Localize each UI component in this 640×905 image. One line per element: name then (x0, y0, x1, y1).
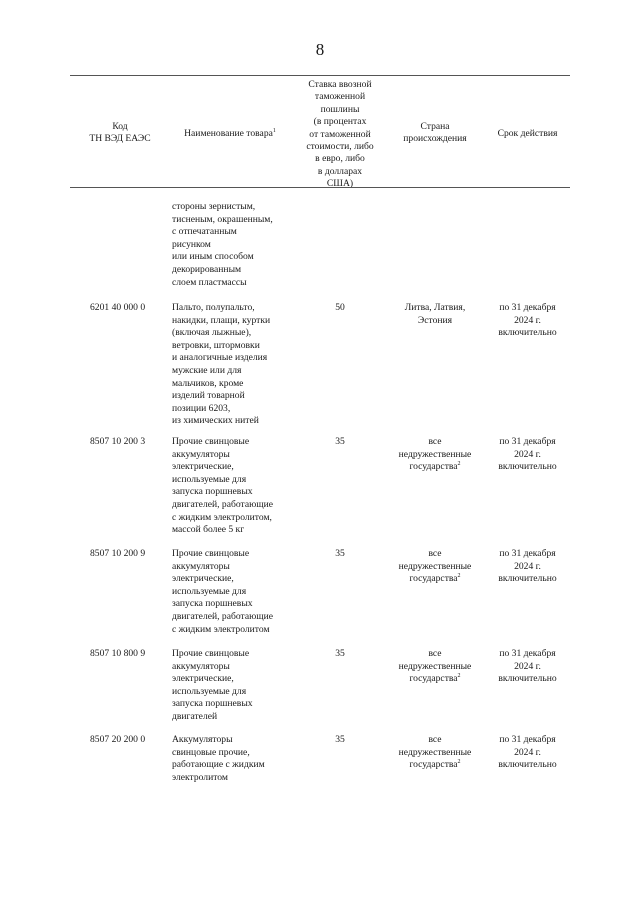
cell-term-line: по 31 декабря (499, 548, 556, 559)
cell-name-line: с жидким электролитом, (172, 511, 272, 523)
cell-name-line: и аналогичные изделия (172, 352, 268, 364)
page-number: 8 (315, 40, 325, 59)
cell-code: 8507 20 200 0 (90, 734, 146, 745)
cell-name (172, 302, 297, 428)
cell-name-line: электролитом (172, 771, 228, 783)
footnote-marker: 2 (457, 759, 461, 766)
cell-name (172, 201, 297, 289)
cell-rate: 35 (335, 648, 345, 659)
cell-name-line: или иным способом (172, 251, 254, 263)
footnote-marker: 2 (457, 573, 461, 580)
cell-name-line: с отпечатанным (172, 226, 237, 238)
cell-code: 8507 10 800 9 (90, 648, 146, 659)
cell-name-line: ветровки, штормовки (172, 339, 260, 351)
cell-country-line: недружественные (398, 560, 472, 572)
cell-country-line: все (428, 436, 442, 447)
cell-term (485, 548, 570, 586)
cell-code: 8507 10 200 9 (90, 548, 146, 559)
cell-name-line: изделий товарной (172, 390, 245, 402)
cell-name-line: (включая лыжные), (172, 327, 252, 339)
cell-country (385, 302, 485, 327)
cell-rate: 50 (335, 302, 345, 313)
cell-term-line: включительно (498, 327, 557, 339)
header-rate-line: пошлины (320, 103, 360, 115)
cell-name (172, 548, 297, 636)
header-rate-line: в евро, либо (315, 153, 365, 165)
header-rate-line: таможенной (314, 91, 366, 103)
cell-country (385, 648, 485, 686)
header-name (170, 128, 290, 140)
cell-name-line: с жидким электролитом (172, 623, 270, 635)
cell-name-line: двигателей (172, 710, 218, 722)
cell-name-line: тисненым, окрашенным, (172, 213, 273, 225)
cell-name-line: массой более 5 кг (172, 524, 245, 536)
cell-term-line: по 31 декабря (499, 436, 556, 447)
table-header-rule (70, 187, 570, 188)
cell-term-line: 2024 г. (514, 746, 541, 758)
cell-name-line: электрические, (172, 673, 234, 685)
header-rate (295, 79, 385, 191)
cell-name-line: аккумуляторы (172, 660, 230, 672)
cell-country-line: все (428, 548, 442, 559)
cell-name-line: Прочие свинцовые (172, 648, 250, 659)
header-rate-line: США) (326, 178, 354, 190)
cell-term-line: включительно (498, 573, 557, 585)
header-code-line: ТН ВЭД ЕАЭС (89, 133, 151, 145)
header-code (70, 121, 170, 146)
cell-code: 6201 40 000 0 (90, 302, 146, 313)
cell-rate: 35 (335, 734, 345, 745)
header-term: Срок действия (497, 128, 558, 139)
cell-name (172, 436, 297, 537)
cell-name-line: запуска поршневых (172, 698, 253, 710)
cell-country (385, 548, 485, 586)
cell-name-line: аккумуляторы (172, 448, 230, 460)
cell-country-line: недружественные (398, 660, 472, 672)
cell-name-line: аккумуляторы (172, 560, 230, 572)
cell-rate: 35 (335, 436, 345, 447)
cell-name-line: запуска поршневых (172, 598, 253, 610)
cell-name-line: слоем пластмассы (172, 276, 247, 288)
cell-name-line: двигателей, работающие (172, 498, 274, 510)
cell-name-line: Аккумуляторы (172, 734, 233, 745)
cell-term (485, 302, 570, 340)
header-rate-line: от таможенной (309, 128, 371, 140)
cell-name-line: используемые для (172, 685, 247, 697)
header-rate-line: Ставка ввозной (308, 79, 372, 90)
footnote-marker: 1 (272, 128, 276, 134)
cell-term-line: включительно (498, 673, 557, 685)
cell-country-line: все (428, 734, 442, 745)
cell-name-line: Прочие свинцовые (172, 548, 250, 559)
cell-name (172, 648, 297, 724)
cell-name-line: электрические, (172, 573, 234, 585)
cell-term (485, 436, 570, 474)
cell-name-line: двигателей, работающие (172, 610, 274, 622)
table-top-rule (70, 75, 570, 76)
cell-name-line: из химических нитей (172, 415, 259, 427)
cell-term (485, 648, 570, 686)
cell-rate: 35 (335, 548, 345, 559)
header-name-text: Наименование товара (184, 128, 273, 139)
cell-country-line: Эстония (417, 314, 453, 326)
cell-term-line: включительно (498, 461, 557, 473)
cell-name-line: стороны зернистым, (172, 201, 256, 212)
cell-name-line: накидки, плащи, куртки (172, 314, 271, 326)
cell-term-line: включительно (498, 759, 557, 771)
cell-country-line: государства$^2$ (409, 673, 461, 685)
cell-name-line: Пальто, полупальто, (172, 302, 255, 313)
cell-country-line: недружественные (398, 448, 472, 460)
header-country (385, 121, 485, 146)
cell-name (172, 734, 297, 784)
cell-country (385, 734, 485, 772)
cell-country-line: государства$^2$ (409, 573, 461, 585)
cell-name-line: используемые для (172, 473, 247, 485)
cell-name-line: используемые для (172, 585, 247, 597)
cell-name-line: рисунком (172, 238, 211, 250)
cell-term (485, 734, 570, 772)
cell-name-line: Прочие свинцовые (172, 436, 250, 447)
cell-name-line: мальчиков, кроме (172, 377, 244, 389)
cell-name-line: позиции 6203, (172, 402, 231, 414)
cell-name-line: электрические, (172, 461, 234, 473)
cell-name-line: свинцовые прочие, (172, 746, 250, 758)
cell-term-line: 2024 г. (514, 660, 541, 672)
cell-term-line: по 31 декабря (499, 734, 556, 745)
cell-code: 8507 10 200 3 (90, 436, 146, 447)
footnote-marker: 2 (457, 673, 461, 680)
cell-name-line: мужские или для (172, 364, 242, 376)
cell-country-line: недружественные (398, 746, 472, 758)
header-rate-line: стоимости, либо (306, 141, 374, 153)
cell-country-line: государства$^2$ (409, 759, 461, 771)
cell-term-line: по 31 декабря (499, 302, 556, 313)
header-code-line: Код (112, 121, 128, 132)
cell-country-line: Литва, Латвия, (404, 302, 466, 313)
cell-name-line: декорированным (172, 263, 242, 275)
cell-country-line: все (428, 648, 442, 659)
cell-country-line: государства$^2$ (409, 461, 461, 473)
header-rate-line: (в процентах (313, 116, 367, 128)
footnote-marker: 2 (457, 461, 461, 468)
cell-name-line: работающие с жидким (172, 759, 265, 771)
cell-term-line: 2024 г. (514, 448, 541, 460)
cell-term-line: по 31 декабря (499, 648, 556, 659)
cell-term-line: 2024 г. (514, 314, 541, 326)
header-rate-line: в долларах (317, 165, 363, 177)
cell-term-line: 2024 г. (514, 560, 541, 572)
cell-country (385, 436, 485, 474)
header-country-line: происхождения (403, 133, 467, 145)
cell-name-line: запуска поршневых (172, 486, 253, 498)
header-country-line: Страна (420, 121, 450, 132)
